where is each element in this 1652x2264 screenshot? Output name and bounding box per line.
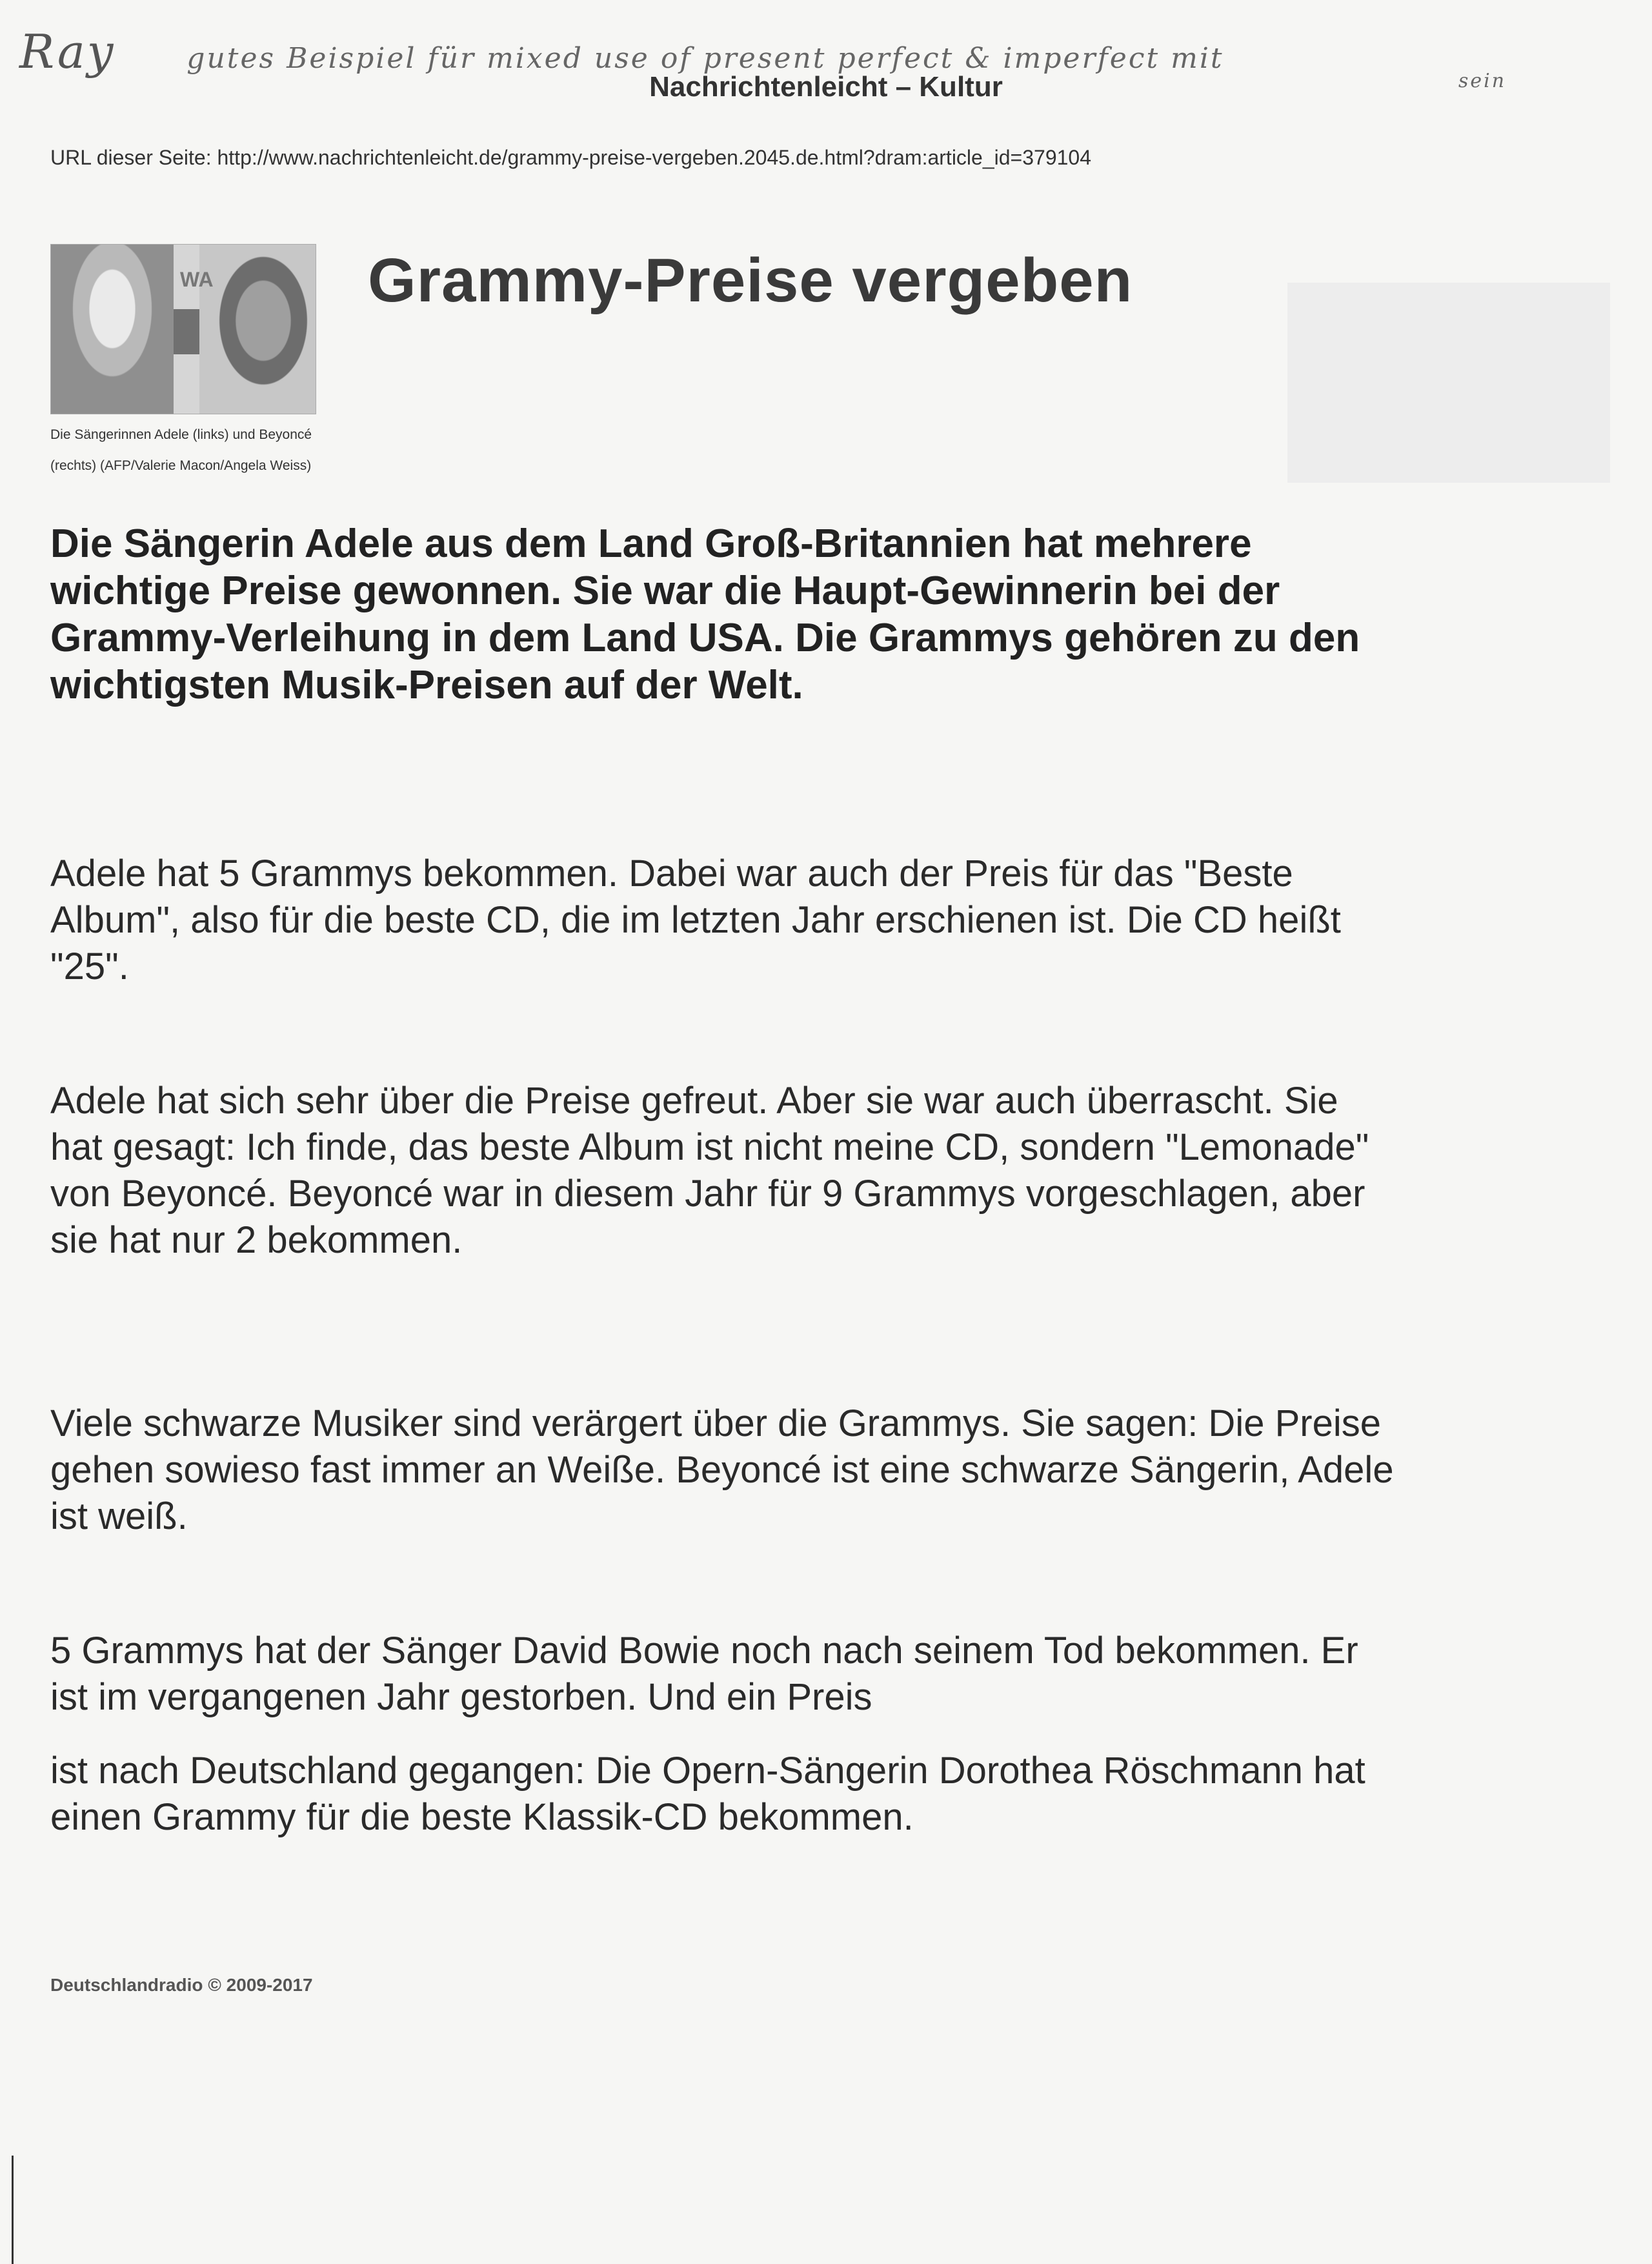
annotation-note: gutes Beispiel für mixed use of present perfect & imperfect mit [186, 42, 1224, 75]
copyright-footer: Deutschlandradio © 2009-2017 [50, 1975, 313, 1995]
article-paragraph: ist nach Deutschland gegangen: Die Opern-Sängerin Dorothea Röschmann hat einen Grammy für die beste Klassik-CD bekommen. [50, 1750, 1365, 1838]
photo-caption: Die Sängerinnen Adele (links) und Beyoncé (rechts) (AFP/Valerie Macon/Angela Weiss) [50, 427, 312, 473]
article-paragraph: Adele hat 5 Grammys bekommen. Dabei war auch der Preis für das "Beste Album", also für die beste CD, die im letzten Jahr erschienen ist. Die CD heißt "25". [50, 853, 1341, 987]
photo-sign-text: WA [180, 268, 214, 291]
scan-margin-line [12, 2156, 14, 2264]
page-url: URL dieser Seite: http://www.nachrichtenleicht.de/grammy-preise-vergeben.2045.de.html?dram:article_id=379104 [50, 146, 1091, 169]
article-title: Grammy-Preise vergeben [368, 246, 1133, 315]
article-paragraph: Viele schwarze Musiker sind verärgert über die Grammys. Sie sagen: Die Preise gehen sowieso fast immer an Weiße. Beyoncé ist eine schwarze Sängerin, Adele ist weiß. [50, 1402, 1394, 1537]
article-paragraph: Adele hat sich sehr über die Preise gefreut. Aber sie war auch überrascht. Sie hat gesagt: Ich finde, das beste Album ist nicht meine CD, sondern "Lemonade" von Beyoncé. Beyoncé war in diesem Jahr für 9 Grammys vorgeschlagen, aber sie hat nur 2 bekommen. [50, 1080, 1369, 1261]
photo-divider [174, 309, 199, 354]
section-title: Nachrichtenleicht – Kultur [649, 71, 1003, 103]
photo-adele [51, 245, 174, 414]
photo-beyonce [199, 245, 316, 414]
annotation-name: Ray [19, 25, 116, 79]
article-photo [50, 244, 316, 414]
article-lead: Die Sängerin Adele aus dem Land Groß-Britannien hat mehrere wichtige Preise gewonnen. Sie war die Haupt-Gewinnerin bei der Grammy-Verleihung in dem Land USA. Die Grammys gehören zu den wichtigsten Musik-Preisen auf der Welt. [50, 521, 1360, 707]
article-paragraph: 5 Grammys hat der Sänger David Bowie noch nach seinem Tod bekommen. Er ist im vergangenen Jahr gestorben. Und ein Preis [50, 1630, 1358, 1718]
annotation-note-end: sein [1458, 70, 1507, 92]
faded-side-image [1287, 283, 1610, 483]
